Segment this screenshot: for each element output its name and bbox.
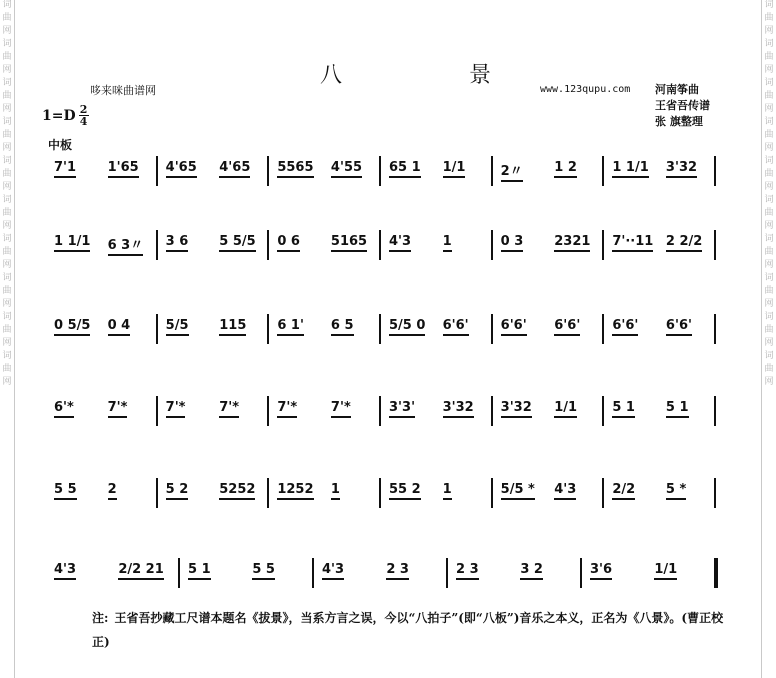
bar-line bbox=[267, 156, 269, 186]
bar-line bbox=[602, 314, 604, 344]
bar-line bbox=[379, 156, 381, 186]
notation-cell: 7'··11 bbox=[612, 234, 653, 252]
notation-cell: 1 bbox=[331, 482, 340, 500]
notation-cell: 2 3 bbox=[456, 562, 479, 580]
watermark-char: 网 bbox=[764, 65, 774, 75]
notation-cell: 1 1/1 bbox=[54, 234, 90, 252]
watermark-char: 词 bbox=[764, 0, 774, 10]
score-row bbox=[50, 400, 730, 440]
bar-line bbox=[379, 314, 381, 344]
notation-cell: 3'3' bbox=[389, 400, 415, 418]
bar-line bbox=[379, 396, 381, 426]
notation-cell: 5 5 bbox=[252, 562, 275, 580]
notation-cell: 6'* bbox=[54, 400, 74, 418]
watermark-char: 词 bbox=[2, 156, 12, 166]
watermark-char: 网 bbox=[2, 338, 12, 348]
bar-line bbox=[491, 478, 493, 508]
bar-line bbox=[491, 314, 493, 344]
watermark-char: 网 bbox=[764, 338, 774, 348]
notation-cell: 6 1' bbox=[277, 318, 304, 336]
notation-cell: 0 3 bbox=[501, 234, 524, 252]
notation-cell: 5/5 0 bbox=[389, 318, 425, 336]
notation-cell: 1252 bbox=[277, 482, 313, 500]
footnote bbox=[92, 606, 732, 654]
watermark-char: 网 bbox=[2, 221, 12, 231]
watermark-char: 曲 bbox=[764, 286, 774, 296]
time-signature bbox=[79, 104, 89, 127]
watermark-char: 曲 bbox=[764, 247, 774, 257]
notation-cell: 5165 bbox=[331, 234, 367, 252]
watermark-char: 词 bbox=[764, 39, 774, 49]
notation-cell: 5/5 bbox=[166, 318, 189, 336]
watermark-char: 词 bbox=[2, 78, 12, 88]
watermark-char: 曲 bbox=[2, 52, 12, 62]
watermark-char: 网 bbox=[2, 182, 12, 192]
watermark-char: 网 bbox=[764, 26, 774, 36]
time-bottom: 4 bbox=[79, 115, 88, 128]
notation-cell: 4'3 bbox=[554, 482, 576, 500]
watermark-char: 曲 bbox=[2, 169, 12, 179]
notation-cell: 1 2 bbox=[554, 160, 577, 178]
notation-cell: 4'3 bbox=[322, 562, 344, 580]
watermark-char: 曲 bbox=[2, 13, 12, 23]
bar-line bbox=[714, 558, 718, 588]
notation-cell: 2〃 bbox=[501, 160, 523, 182]
watermark-char: 曲 bbox=[764, 13, 774, 23]
notation-cell: 6'6' bbox=[612, 318, 638, 336]
bar-line bbox=[714, 156, 716, 186]
bar-line bbox=[714, 478, 716, 508]
notation-cell: 55 2 bbox=[389, 482, 421, 500]
bar-line bbox=[714, 230, 716, 260]
bar-line bbox=[267, 314, 269, 344]
watermark-char: 网 bbox=[2, 377, 12, 387]
watermark-char: 词 bbox=[2, 39, 12, 49]
notation-cell: 4'55 bbox=[331, 160, 362, 178]
watermark-char: 曲 bbox=[764, 208, 774, 218]
notation-cell: 1/1 bbox=[443, 160, 466, 178]
notation-cell: 5 2 bbox=[166, 482, 189, 500]
bar-line bbox=[156, 156, 158, 186]
notation-cell: 3'32 bbox=[501, 400, 532, 418]
watermark-char: 词 bbox=[2, 273, 12, 283]
bar-line bbox=[602, 156, 604, 186]
bar-line bbox=[267, 396, 269, 426]
score-row bbox=[50, 234, 730, 274]
watermark-char: 网 bbox=[764, 104, 774, 114]
watermark-char: 网 bbox=[764, 221, 774, 231]
watermark-char: 词 bbox=[764, 351, 774, 361]
score-row bbox=[50, 482, 730, 522]
notation-cell: 2/2 bbox=[612, 482, 635, 500]
bar-line bbox=[156, 478, 158, 508]
notation-cell: 6 3〃 bbox=[108, 234, 144, 256]
watermark-char: 网 bbox=[764, 143, 774, 153]
watermark-char: 词 bbox=[764, 156, 774, 166]
credit-genre: 河南筝曲 bbox=[655, 83, 699, 96]
right-watermark-strip bbox=[761, 0, 776, 678]
notation-cell: 5 5/5 bbox=[219, 234, 255, 252]
watermark-char: 网 bbox=[2, 26, 12, 36]
notation-cell: 5 5 bbox=[54, 482, 77, 500]
notation-cell: 2 bbox=[108, 482, 117, 500]
bar-line bbox=[312, 558, 314, 588]
watermark-char: 网 bbox=[764, 182, 774, 192]
watermark-char: 词 bbox=[2, 234, 12, 244]
time-top: 2 bbox=[79, 103, 88, 116]
notation-cell: 5/5 * bbox=[501, 482, 535, 500]
watermark-char: 词 bbox=[2, 351, 12, 361]
footnote-label: 注: bbox=[92, 611, 109, 625]
bar-line bbox=[602, 396, 604, 426]
tempo-marking: 中板 bbox=[48, 138, 73, 152]
notation-cell: 1'65 bbox=[108, 160, 139, 178]
notation-cell: 5252 bbox=[219, 482, 255, 500]
source-site-name: 哆来咪曲谱网 bbox=[90, 84, 156, 97]
bar-line bbox=[267, 230, 269, 260]
watermark-char: 曲 bbox=[2, 364, 12, 374]
watermark-char: 词 bbox=[2, 195, 12, 205]
piece-title: 八 景 bbox=[320, 63, 551, 88]
watermark-char: 曲 bbox=[2, 247, 12, 257]
notation-cell: 3 6 bbox=[166, 234, 189, 252]
notation-cell: 3'6 bbox=[590, 562, 612, 580]
notation-cell: 7'* bbox=[166, 400, 186, 418]
watermark-char: 曲 bbox=[764, 325, 774, 335]
notation-cell: 3'32 bbox=[666, 160, 697, 178]
watermark-char: 词 bbox=[764, 312, 774, 322]
watermark-char: 网 bbox=[764, 299, 774, 309]
notation-cell: 0 6 bbox=[277, 234, 300, 252]
notation-cell: 1 bbox=[443, 234, 452, 252]
credits-block bbox=[655, 82, 710, 130]
bar-line bbox=[491, 156, 493, 186]
left-watermark-strip bbox=[0, 0, 15, 678]
watermark-char: 词 bbox=[764, 117, 774, 127]
bar-line bbox=[379, 478, 381, 508]
bar-line bbox=[156, 396, 158, 426]
score-row bbox=[50, 562, 730, 602]
watermark-char: 曲 bbox=[2, 91, 12, 101]
watermark-char: 曲 bbox=[764, 52, 774, 62]
watermark-char: 词 bbox=[764, 195, 774, 205]
watermark-char: 曲 bbox=[2, 286, 12, 296]
notation-cell: 7'* bbox=[108, 400, 128, 418]
credit-arranger: 张 旗整理 bbox=[655, 115, 703, 128]
notation-cell: 1/1 bbox=[654, 562, 677, 580]
bar-line bbox=[580, 558, 582, 588]
notation-cell: 5 * bbox=[666, 482, 686, 500]
notation-cell: 4'3 bbox=[389, 234, 411, 252]
watermark-char: 曲 bbox=[2, 130, 12, 140]
notation-cell: 5 1 bbox=[666, 400, 689, 418]
notation-cell: 6 5 bbox=[331, 318, 354, 336]
watermark-char: 曲 bbox=[764, 130, 774, 140]
notation-cell: 1 1/1 bbox=[612, 160, 648, 178]
score-row bbox=[50, 160, 730, 200]
bar-line bbox=[178, 558, 180, 588]
bar-line bbox=[267, 478, 269, 508]
watermark-char: 网 bbox=[2, 143, 12, 153]
notation-cell: 6'6' bbox=[554, 318, 580, 336]
watermark-char: 曲 bbox=[764, 364, 774, 374]
bar-line bbox=[379, 230, 381, 260]
notation-cell: 5 1 bbox=[188, 562, 211, 580]
bar-line bbox=[156, 230, 158, 260]
watermark-char: 曲 bbox=[764, 169, 774, 179]
bar-line bbox=[602, 478, 604, 508]
watermark-char: 曲 bbox=[764, 91, 774, 101]
bar-line bbox=[156, 314, 158, 344]
notation-cell: 4'65 bbox=[166, 160, 197, 178]
watermark-char: 曲 bbox=[2, 325, 12, 335]
notation-cell: 7'* bbox=[219, 400, 239, 418]
notation-cell: 7'* bbox=[277, 400, 297, 418]
bar-line bbox=[714, 314, 716, 344]
notation-cell: 1/1 bbox=[554, 400, 577, 418]
notation-cell: 2/2 21 bbox=[118, 562, 163, 580]
credit-transmitter: 王省吾传谱 bbox=[655, 99, 710, 112]
notation-cell: 0 5/5 bbox=[54, 318, 90, 336]
watermark-char: 网 bbox=[764, 260, 774, 270]
website-url: www.123qupu.com bbox=[540, 84, 631, 95]
notation-cell: 6'6' bbox=[501, 318, 527, 336]
notation-cell: 4'65 bbox=[219, 160, 250, 178]
notation-cell: 0 4 bbox=[108, 318, 131, 336]
bar-line bbox=[714, 396, 716, 426]
notation-cell: 2 3 bbox=[386, 562, 409, 580]
watermark-char: 网 bbox=[2, 65, 12, 75]
notation-cell: 2321 bbox=[554, 234, 590, 252]
notation-cell: 6'6' bbox=[443, 318, 469, 336]
score-row bbox=[50, 318, 730, 358]
notation-cell: 5 1 bbox=[612, 400, 635, 418]
watermark-char: 网 bbox=[2, 104, 12, 114]
watermark-char: 词 bbox=[764, 273, 774, 283]
bar-line bbox=[491, 230, 493, 260]
watermark-char: 曲 bbox=[2, 208, 12, 218]
notation-cell: 1 bbox=[443, 482, 452, 500]
notation-cell: 3'32 bbox=[443, 400, 474, 418]
notation-cell: 4'3 bbox=[54, 562, 76, 580]
watermark-char: 网 bbox=[764, 377, 774, 387]
notation-cell: 7'* bbox=[331, 400, 351, 418]
notation-cell: 3 2 bbox=[520, 562, 543, 580]
notation-cell: 5565 bbox=[277, 160, 313, 178]
bar-line bbox=[491, 396, 493, 426]
notation-cell: 6'6' bbox=[666, 318, 692, 336]
watermark-char: 词 bbox=[2, 0, 12, 10]
key-label: 1=D bbox=[42, 107, 76, 124]
notation-cell: 7'1 bbox=[54, 160, 76, 178]
notation-cell: 65 1 bbox=[389, 160, 421, 178]
notation-cell: 115 bbox=[219, 318, 246, 336]
watermark-char: 网 bbox=[2, 299, 12, 309]
watermark-char: 网 bbox=[2, 260, 12, 270]
bar-line bbox=[446, 558, 448, 588]
bar-line bbox=[602, 230, 604, 260]
watermark-char: 词 bbox=[2, 312, 12, 322]
watermark-char: 词 bbox=[2, 117, 12, 127]
watermark-char: 词 bbox=[764, 78, 774, 88]
notation-cell: 2 2/2 bbox=[666, 234, 702, 252]
footnote-text: 王省吾抄藏工尺谱本题名《拔景》，当系方言之误，今以“八拍子”(即“八板”)音乐之本义，正名为《八景》。(曹正校正) bbox=[92, 611, 724, 649]
key-signature bbox=[42, 104, 89, 127]
watermark-char: 词 bbox=[764, 234, 774, 244]
